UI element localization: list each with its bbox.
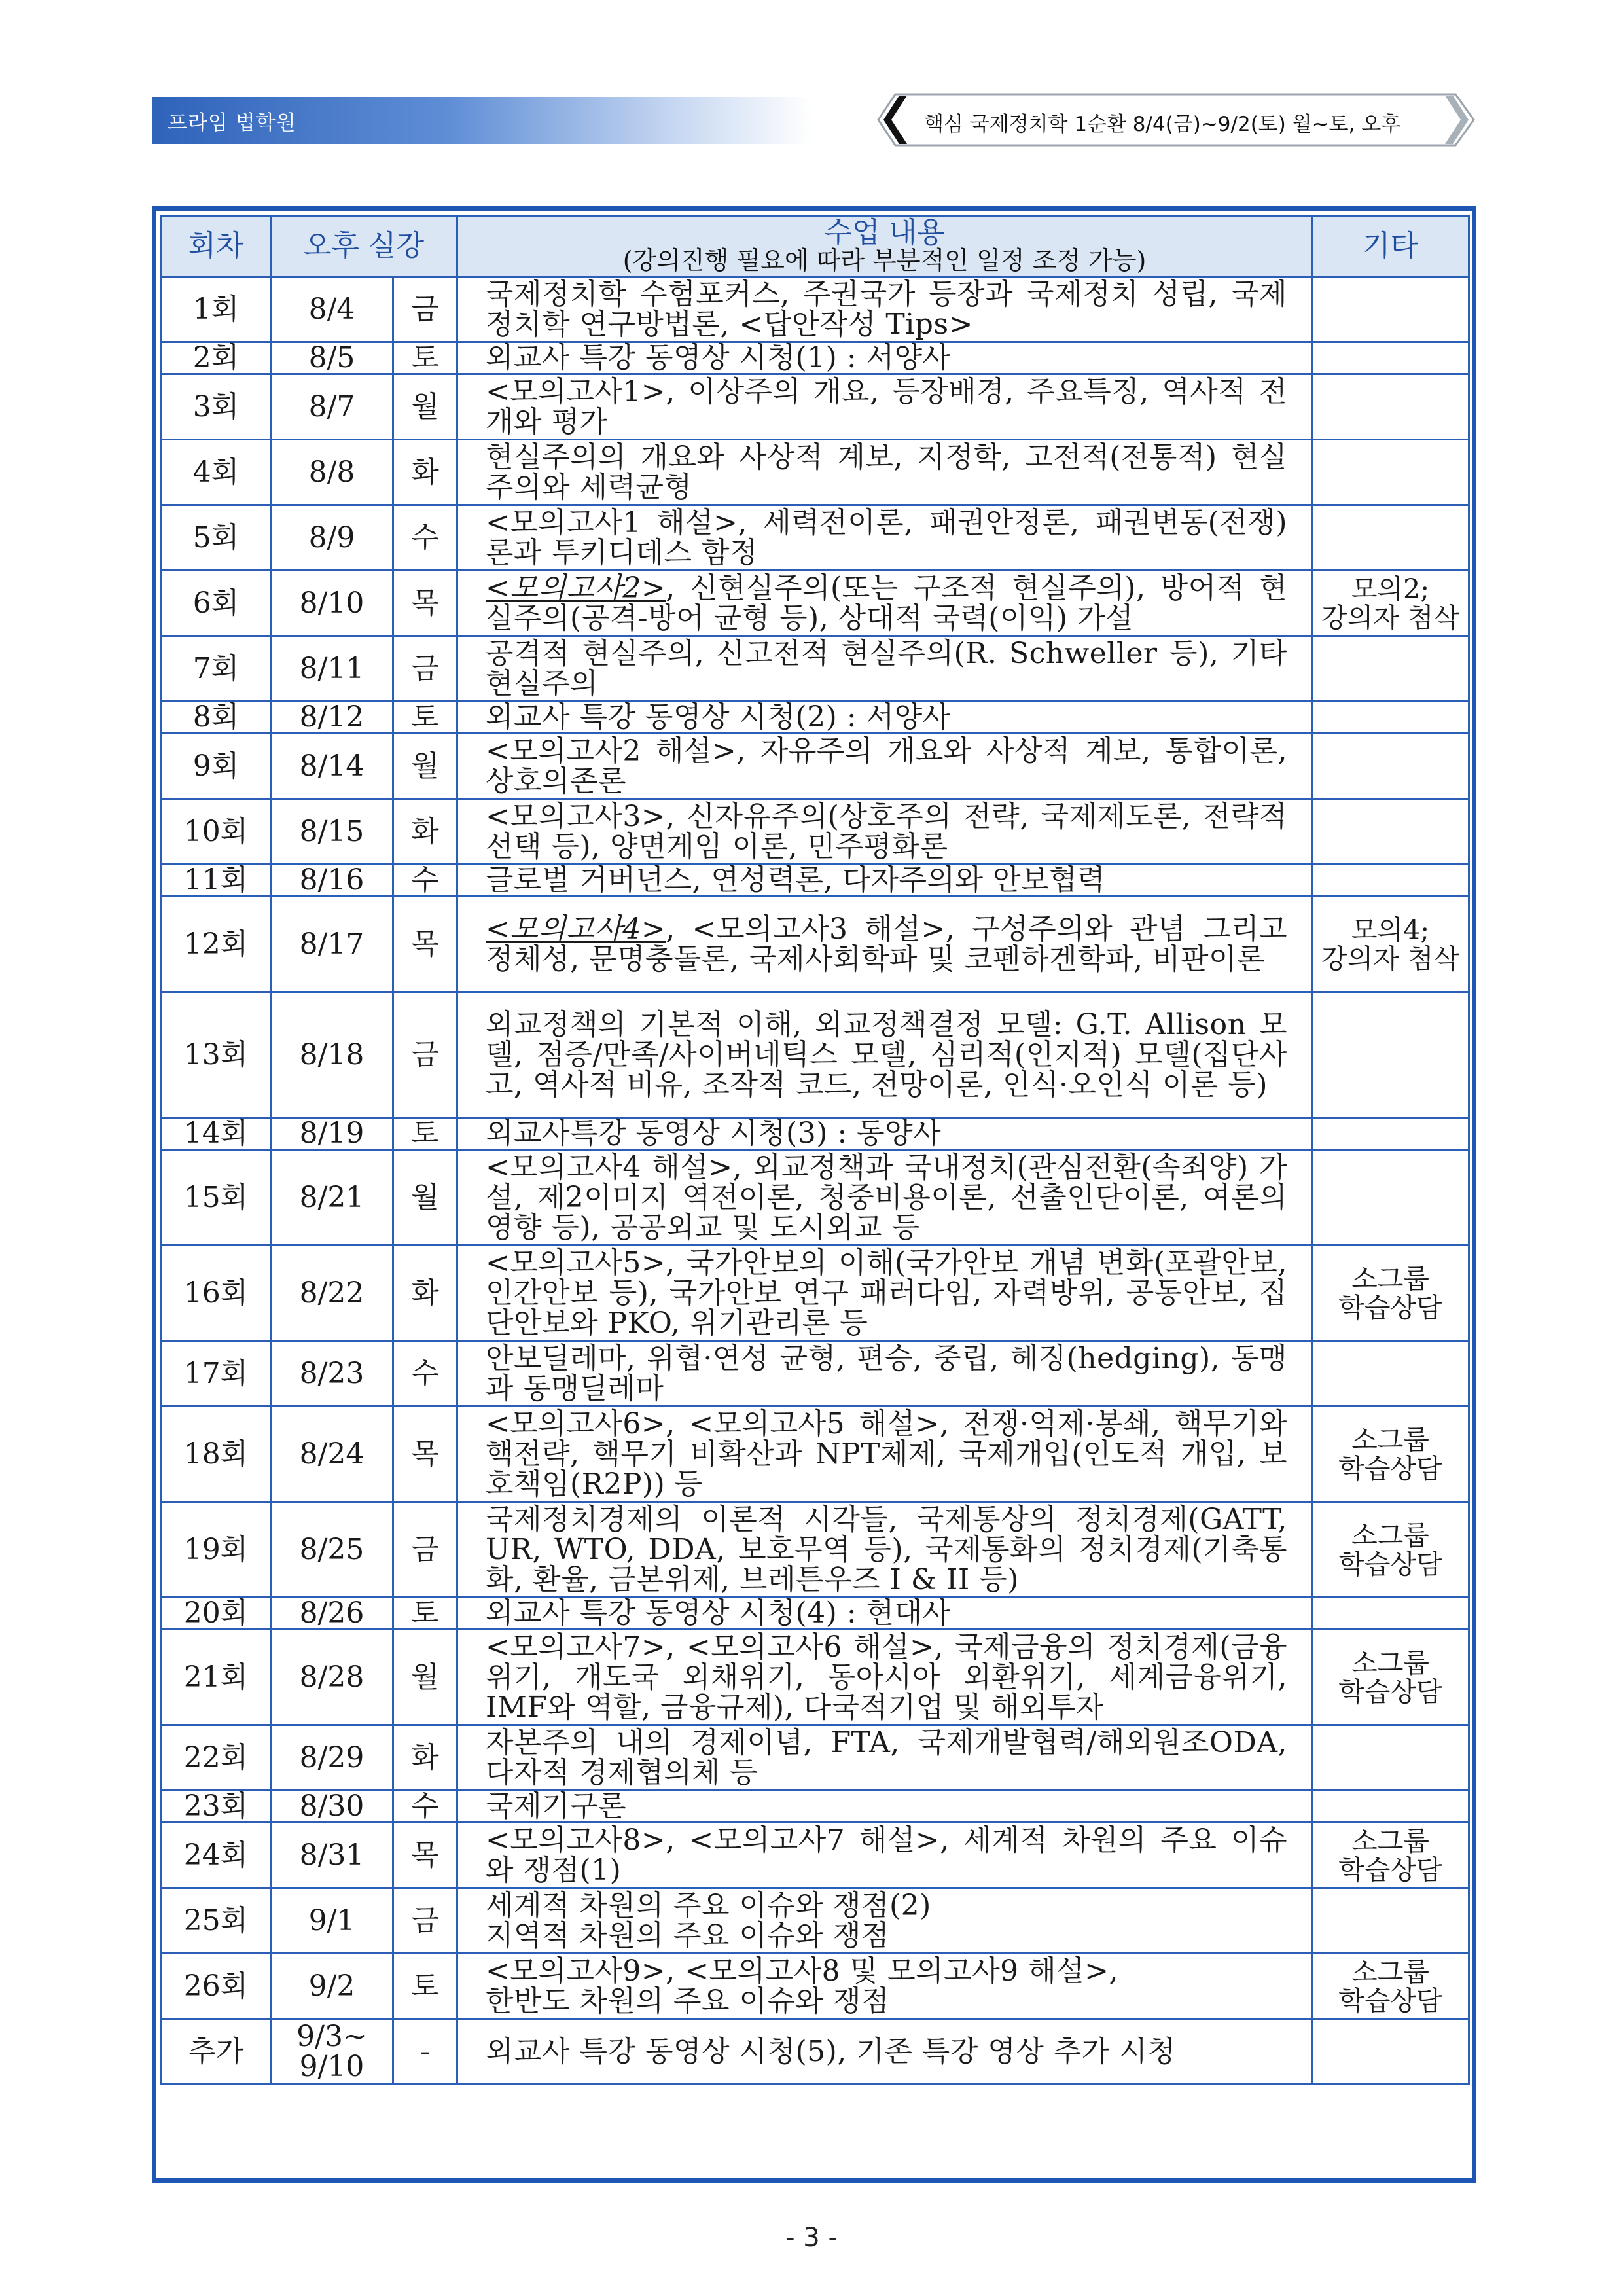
note-cell: 소그룹 학습상담 — [1312, 1246, 1469, 1341]
table-row — [162, 342, 1469, 374]
note-cell: 소그룹 학습상담 — [1312, 1630, 1469, 1725]
session-cell: 19회 — [162, 1502, 271, 1598]
content-text: <모의고사1>, 이상주의 개요, 등장배경, 주요특징, 역사적 전개와 평가 — [486, 374, 1288, 439]
content-cell — [457, 1725, 1312, 1791]
table-row — [162, 1150, 1469, 1246]
mock-exam-emphasis: <모의고사4> — [486, 912, 666, 946]
date-cell: 8/14 — [271, 734, 393, 799]
date-cell: 8/31 — [271, 1823, 393, 1888]
table-row — [162, 1888, 1469, 1954]
note-cell — [1312, 1118, 1469, 1150]
content-cell — [457, 1150, 1312, 1246]
content-text: 공격적 현실주의, 신고전적 현실주의(R. Schweller 등), 기타 현실주의 — [486, 636, 1288, 700]
content-cell — [457, 1407, 1312, 1502]
table-row — [162, 1725, 1469, 1791]
table-row — [162, 1407, 1469, 1502]
content-cell — [457, 799, 1312, 865]
date-cell: 8/9 — [271, 505, 393, 571]
session-cell: 1회 — [162, 277, 271, 342]
content-cell — [457, 1118, 1312, 1150]
content-cell — [457, 636, 1312, 702]
date-cell: 8/19 — [271, 1118, 393, 1150]
day-cell: 화 — [393, 1725, 457, 1791]
mock-exam-emphasis: <모의고사2> — [486, 571, 666, 605]
page-number: - 3 - — [785, 2223, 838, 2253]
academy-name: 프라임 법학원 — [168, 111, 296, 135]
content-cell — [457, 992, 1312, 1118]
content-text: 현실주의의 개요와 사상적 계보, 지정학, 고전적(전통적) 현실주의와 세력균형 — [486, 440, 1288, 504]
content-text: <모의고사2 해설>, 자유주의 개요와 사상적 계보, 통합이론, 상호의존론 — [486, 734, 1288, 798]
session-cell: 23회 — [162, 1791, 271, 1823]
table-row — [162, 636, 1469, 702]
session-cell: 20회 — [162, 1598, 271, 1630]
table-row — [162, 1118, 1469, 1150]
day-cell: 월 — [393, 1630, 457, 1725]
session-cell: 24회 — [162, 1823, 271, 1888]
date-cell: 8/25 — [271, 1502, 393, 1598]
date-cell: 8/17 — [271, 897, 393, 992]
day-cell: 수 — [393, 865, 457, 897]
content-cell — [457, 1823, 1312, 1888]
date-cell: 8/4 — [271, 277, 393, 342]
table-row — [162, 1791, 1469, 1823]
note-cell — [1312, 865, 1469, 897]
table-row — [162, 1823, 1469, 1888]
content-cell — [457, 1598, 1312, 1630]
content-text: <모의고사6>, <모의고사5 해설>, 전쟁·억제·봉쇄, 핵무기와 핵전략, 핵무기 비확산과 NPT체제, 국제개입(인도적 개입, 보호책임(R2P)) 등 — [486, 1407, 1288, 1501]
content-text: 외교사 특강 동영상 시청(2) : 서양사 — [486, 700, 951, 734]
content-cell — [457, 2019, 1312, 2085]
day-cell: 목 — [393, 571, 457, 636]
note-cell — [1312, 702, 1469, 734]
date-cell: 8/30 — [271, 1791, 393, 1823]
table-row — [162, 1341, 1469, 1407]
note-cell — [1312, 734, 1469, 799]
day-cell: 토 — [393, 1118, 457, 1150]
content-text: <모의고사9>, <모의고사8 및 모의고사9 해설>, 한반도 차원의 주요 이슈와 쟁점 — [486, 1954, 1118, 2018]
day-cell: 수 — [393, 1341, 457, 1407]
content-text: 안보딜레마, 위협·연성 균형, 편승, 중립, 헤징(hedging), 동맹과 동맹딜레마 — [486, 1341, 1288, 1405]
table-row — [162, 505, 1469, 571]
table-row — [162, 1502, 1469, 1598]
note-cell — [1312, 1150, 1469, 1246]
content-cell — [457, 1502, 1312, 1598]
table-row — [162, 1246, 1469, 1341]
date-cell: 8/15 — [271, 799, 393, 865]
session-cell: 26회 — [162, 1954, 271, 2019]
date-cell: 9/3~ 9/10 — [271, 2019, 393, 2085]
day-cell: - — [393, 2019, 457, 2085]
content-cell — [457, 1888, 1312, 1954]
content-text: <모의고사7>, <모의고사6 해설>, 국제금융의 정치경제(금융위기, 개도국 외채위기, 동아시아 외환위기, 세계금융위기, IMF와 역할, 금융규제), 다국적기업 및 해외투자 — [486, 1630, 1288, 1724]
content-cell — [457, 440, 1312, 505]
day-cell: 토 — [393, 702, 457, 734]
table-row — [162, 1630, 1469, 1725]
session-cell: 4회 — [162, 440, 271, 505]
note-cell — [1312, 1341, 1469, 1407]
table-header-row — [162, 216, 1469, 277]
content-text: <모의고사4 해설>, 외교정책과 국내정치(관심전환(속죄양) 가설, 제2이미지 역전이론, 청중비용이론, 선출인단이론, 여론의 영향 등), 공공외교 및 도시외교 등 — [486, 1150, 1288, 1244]
note-cell — [1312, 277, 1469, 342]
content-cell — [457, 734, 1312, 799]
date-cell: 8/8 — [271, 440, 393, 505]
day-cell: 금 — [393, 636, 457, 702]
session-cell: 25회 — [162, 1888, 271, 1954]
date-cell: 8/7 — [271, 374, 393, 440]
table-row — [162, 897, 1469, 992]
content-text: 세계적 차원의 주요 이슈와 쟁점(2) 지역적 차원의 주요 이슈와 쟁점 — [486, 1888, 931, 1952]
session-cell: 16회 — [162, 1246, 271, 1341]
content-cell — [457, 865, 1312, 897]
col-note: 기타 — [1312, 216, 1469, 277]
day-cell: 금 — [393, 992, 457, 1118]
table-row — [162, 2019, 1469, 2085]
day-cell: 목 — [393, 897, 457, 992]
day-cell: 금 — [393, 1888, 457, 1954]
content-text: <모의고사3>, 신자유주의(상호주의 전략, 국제제도론, 전략적 선택 등), 양면게임 이론, 민주평화론 — [486, 799, 1288, 863]
note-cell — [1312, 1791, 1469, 1823]
date-cell: 8/16 — [271, 865, 393, 897]
content-cell — [457, 897, 1312, 992]
content-cell — [457, 374, 1312, 440]
note-cell: 모의2; 강의자 첨삭 — [1312, 571, 1469, 636]
content-text: , 신현실주의(또는 구조적 현실주의), 방어적 현실주의(공격-방어 균형 등), 상대적 국력(이익) 가설 — [486, 571, 1288, 635]
schedule-frame — [152, 206, 1476, 2183]
day-cell: 토 — [393, 342, 457, 374]
table-row — [162, 571, 1469, 636]
date-cell: 9/2 — [271, 1954, 393, 2019]
day-cell: 화 — [393, 1246, 457, 1341]
note-cell — [1312, 1598, 1469, 1630]
table-row — [162, 865, 1469, 897]
content-text: 국제정치경제의 이론적 시각들, 국제통상의 정치경제(GATT, UR, WTO, DDA, 보호무역 등), 국제통화의 정치경제(기축통화, 환율, 금본위제, 브레튼우즈 I & II 등) — [486, 1502, 1288, 1596]
content-text: 외교사 특강 동영상 시청(5), 기존 특강 영상 추가 시청 — [486, 2034, 1176, 2068]
session-cell: 15회 — [162, 1150, 271, 1246]
table-row — [162, 1598, 1469, 1630]
date-cell: 8/21 — [271, 1150, 393, 1246]
day-cell: 수 — [393, 1791, 457, 1823]
content-cell — [457, 571, 1312, 636]
content-text: <모의고사8>, <모의고사7 해설>, 세계적 차원의 주요 이슈와 쟁점(1) — [486, 1823, 1288, 1887]
day-cell: 금 — [393, 1502, 457, 1598]
session-cell: 5회 — [162, 505, 271, 571]
day-cell: 목 — [393, 1823, 457, 1888]
note-cell — [1312, 992, 1469, 1118]
col-content — [457, 216, 1312, 277]
session-cell: 추가 — [162, 2019, 271, 2085]
table-row — [162, 374, 1469, 440]
session-cell: 14회 — [162, 1118, 271, 1150]
course-banner — [877, 93, 1475, 147]
date-cell: 8/18 — [271, 992, 393, 1118]
table-row — [162, 277, 1469, 342]
session-cell: 8회 — [162, 702, 271, 734]
content-text: 글로벌 거버넌스, 연성력론, 다자주의와 안보협력 — [486, 863, 1106, 897]
content-text: 외교사 특강 동영상 시청(1) : 서양사 — [486, 341, 951, 374]
session-cell: 13회 — [162, 992, 271, 1118]
session-cell: 10회 — [162, 799, 271, 865]
day-cell: 화 — [393, 440, 457, 505]
date-cell: 8/22 — [271, 1246, 393, 1341]
col-time: 오후 실강 — [271, 216, 457, 277]
date-cell: 8/28 — [271, 1630, 393, 1725]
content-cell — [457, 702, 1312, 734]
table-row — [162, 702, 1469, 734]
day-cell: 목 — [393, 1407, 457, 1502]
table-row — [162, 992, 1469, 1118]
day-cell: 수 — [393, 505, 457, 571]
date-cell: 8/10 — [271, 571, 393, 636]
note-cell — [1312, 505, 1469, 571]
content-text: <모의고사1 해설>, 세력전이론, 패권안정론, 패권변동(전쟁)론과 투키디데스 함정 — [486, 505, 1288, 569]
note-cell: 소그룹 학습상담 — [1312, 1823, 1469, 1888]
course-title: 핵심 국제정치학 1순환 8/4(금)~9/2(토) 월~토, 오후 — [924, 113, 1401, 136]
table-row — [162, 1954, 1469, 2019]
content-cell — [457, 277, 1312, 342]
content-text: , <모의고사3 해설>, 구성주의와 관념 그리고 정체성, 문명충돌론, 국제사회학파 및 코펜하겐학파, 비판이론 — [486, 912, 1288, 976]
col-content-title: 수업 내용 — [824, 215, 945, 249]
session-cell: 2회 — [162, 342, 271, 374]
date-cell: 8/29 — [271, 1725, 393, 1791]
date-cell: 8/11 — [271, 636, 393, 702]
date-cell: 8/5 — [271, 342, 393, 374]
session-cell: 21회 — [162, 1630, 271, 1725]
session-cell: 17회 — [162, 1341, 271, 1407]
session-cell: 22회 — [162, 1725, 271, 1791]
note-cell: 소그룹 학습상담 — [1312, 1502, 1469, 1598]
date-cell: 8/26 — [271, 1598, 393, 1630]
note-cell: 모의4; 강의자 첨삭 — [1312, 897, 1469, 992]
academy-banner — [152, 97, 813, 144]
day-cell: 금 — [393, 277, 457, 342]
day-cell: 토 — [393, 1954, 457, 2019]
date-cell: 8/23 — [271, 1341, 393, 1407]
note-cell — [1312, 1725, 1469, 1791]
session-cell: 9회 — [162, 734, 271, 799]
content-text: 국제정치학 수험포커스, 주권국가 등장과 국제정치 성립, 국제정치학 연구방법론, <답안작성 Tips> — [486, 277, 1288, 341]
day-cell: 토 — [393, 1598, 457, 1630]
note-cell — [1312, 2019, 1469, 2085]
content-text: 외교정책의 기본적 이해, 외교정책결정 모델: G.T. Allison 모델, 점증/만족/사이버네틱스 모델, 심리적(인지적) 모델(집단사고, 역사적 비유, 조작적 코드, 전망이론, 인식·오인식 이론 등) — [486, 1007, 1288, 1102]
note-cell — [1312, 1888, 1469, 1954]
content-text: 자본주의 내의 경제이념, FTA, 국제개발협력/해외원조ODA, 다자적 경제협의체 등 — [486, 1725, 1288, 1789]
note-cell — [1312, 440, 1469, 505]
table-row — [162, 734, 1469, 799]
day-cell: 화 — [393, 799, 457, 865]
content-text: <모의고사5>, 국가안보의 이해(국가안보 개념 변화(포괄안보, 인간안보 등), 국가안보 연구 패러다임, 자력방위, 공동안보, 집단안보와 PKO, 위기관리론 등 — [486, 1246, 1288, 1340]
note-cell — [1312, 799, 1469, 865]
content-cell — [457, 1341, 1312, 1407]
content-text: 외교사특강 동영상 시청(3) : 동양사 — [486, 1117, 942, 1150]
note-cell: 소그룹 학습상담 — [1312, 1954, 1469, 2019]
note-cell — [1312, 342, 1469, 374]
day-cell: 월 — [393, 734, 457, 799]
day-cell: 월 — [393, 1150, 457, 1246]
note-cell — [1312, 374, 1469, 440]
session-cell: 12회 — [162, 897, 271, 992]
date-cell: 8/24 — [271, 1407, 393, 1502]
session-cell: 6회 — [162, 571, 271, 636]
content-cell — [457, 1246, 1312, 1341]
session-cell: 18회 — [162, 1407, 271, 1502]
date-cell: 8/12 — [271, 702, 393, 734]
session-cell: 11회 — [162, 865, 271, 897]
day-cell: 월 — [393, 374, 457, 440]
col-content-sub: (강의진행 필요에 따라 부분적인 일정 조정 가능) — [622, 246, 1147, 276]
schedule-table — [160, 215, 1470, 2085]
note-cell: 소그룹 학습상담 — [1312, 1407, 1469, 1502]
session-cell: 3회 — [162, 374, 271, 440]
date-cell: 9/1 — [271, 1888, 393, 1954]
content-cell — [457, 1954, 1312, 2019]
table-row — [162, 799, 1469, 865]
content-cell — [457, 342, 1312, 374]
table-row — [162, 440, 1469, 505]
content-cell — [457, 1630, 1312, 1725]
col-session: 회차 — [162, 216, 271, 277]
session-cell: 7회 — [162, 636, 271, 702]
content-text: 외교사 특강 동영상 시청(4) : 현대사 — [486, 1596, 951, 1630]
content-text: 국제기구론 — [486, 1789, 627, 1823]
note-cell — [1312, 636, 1469, 702]
content-cell — [457, 1791, 1312, 1823]
content-cell — [457, 505, 1312, 571]
